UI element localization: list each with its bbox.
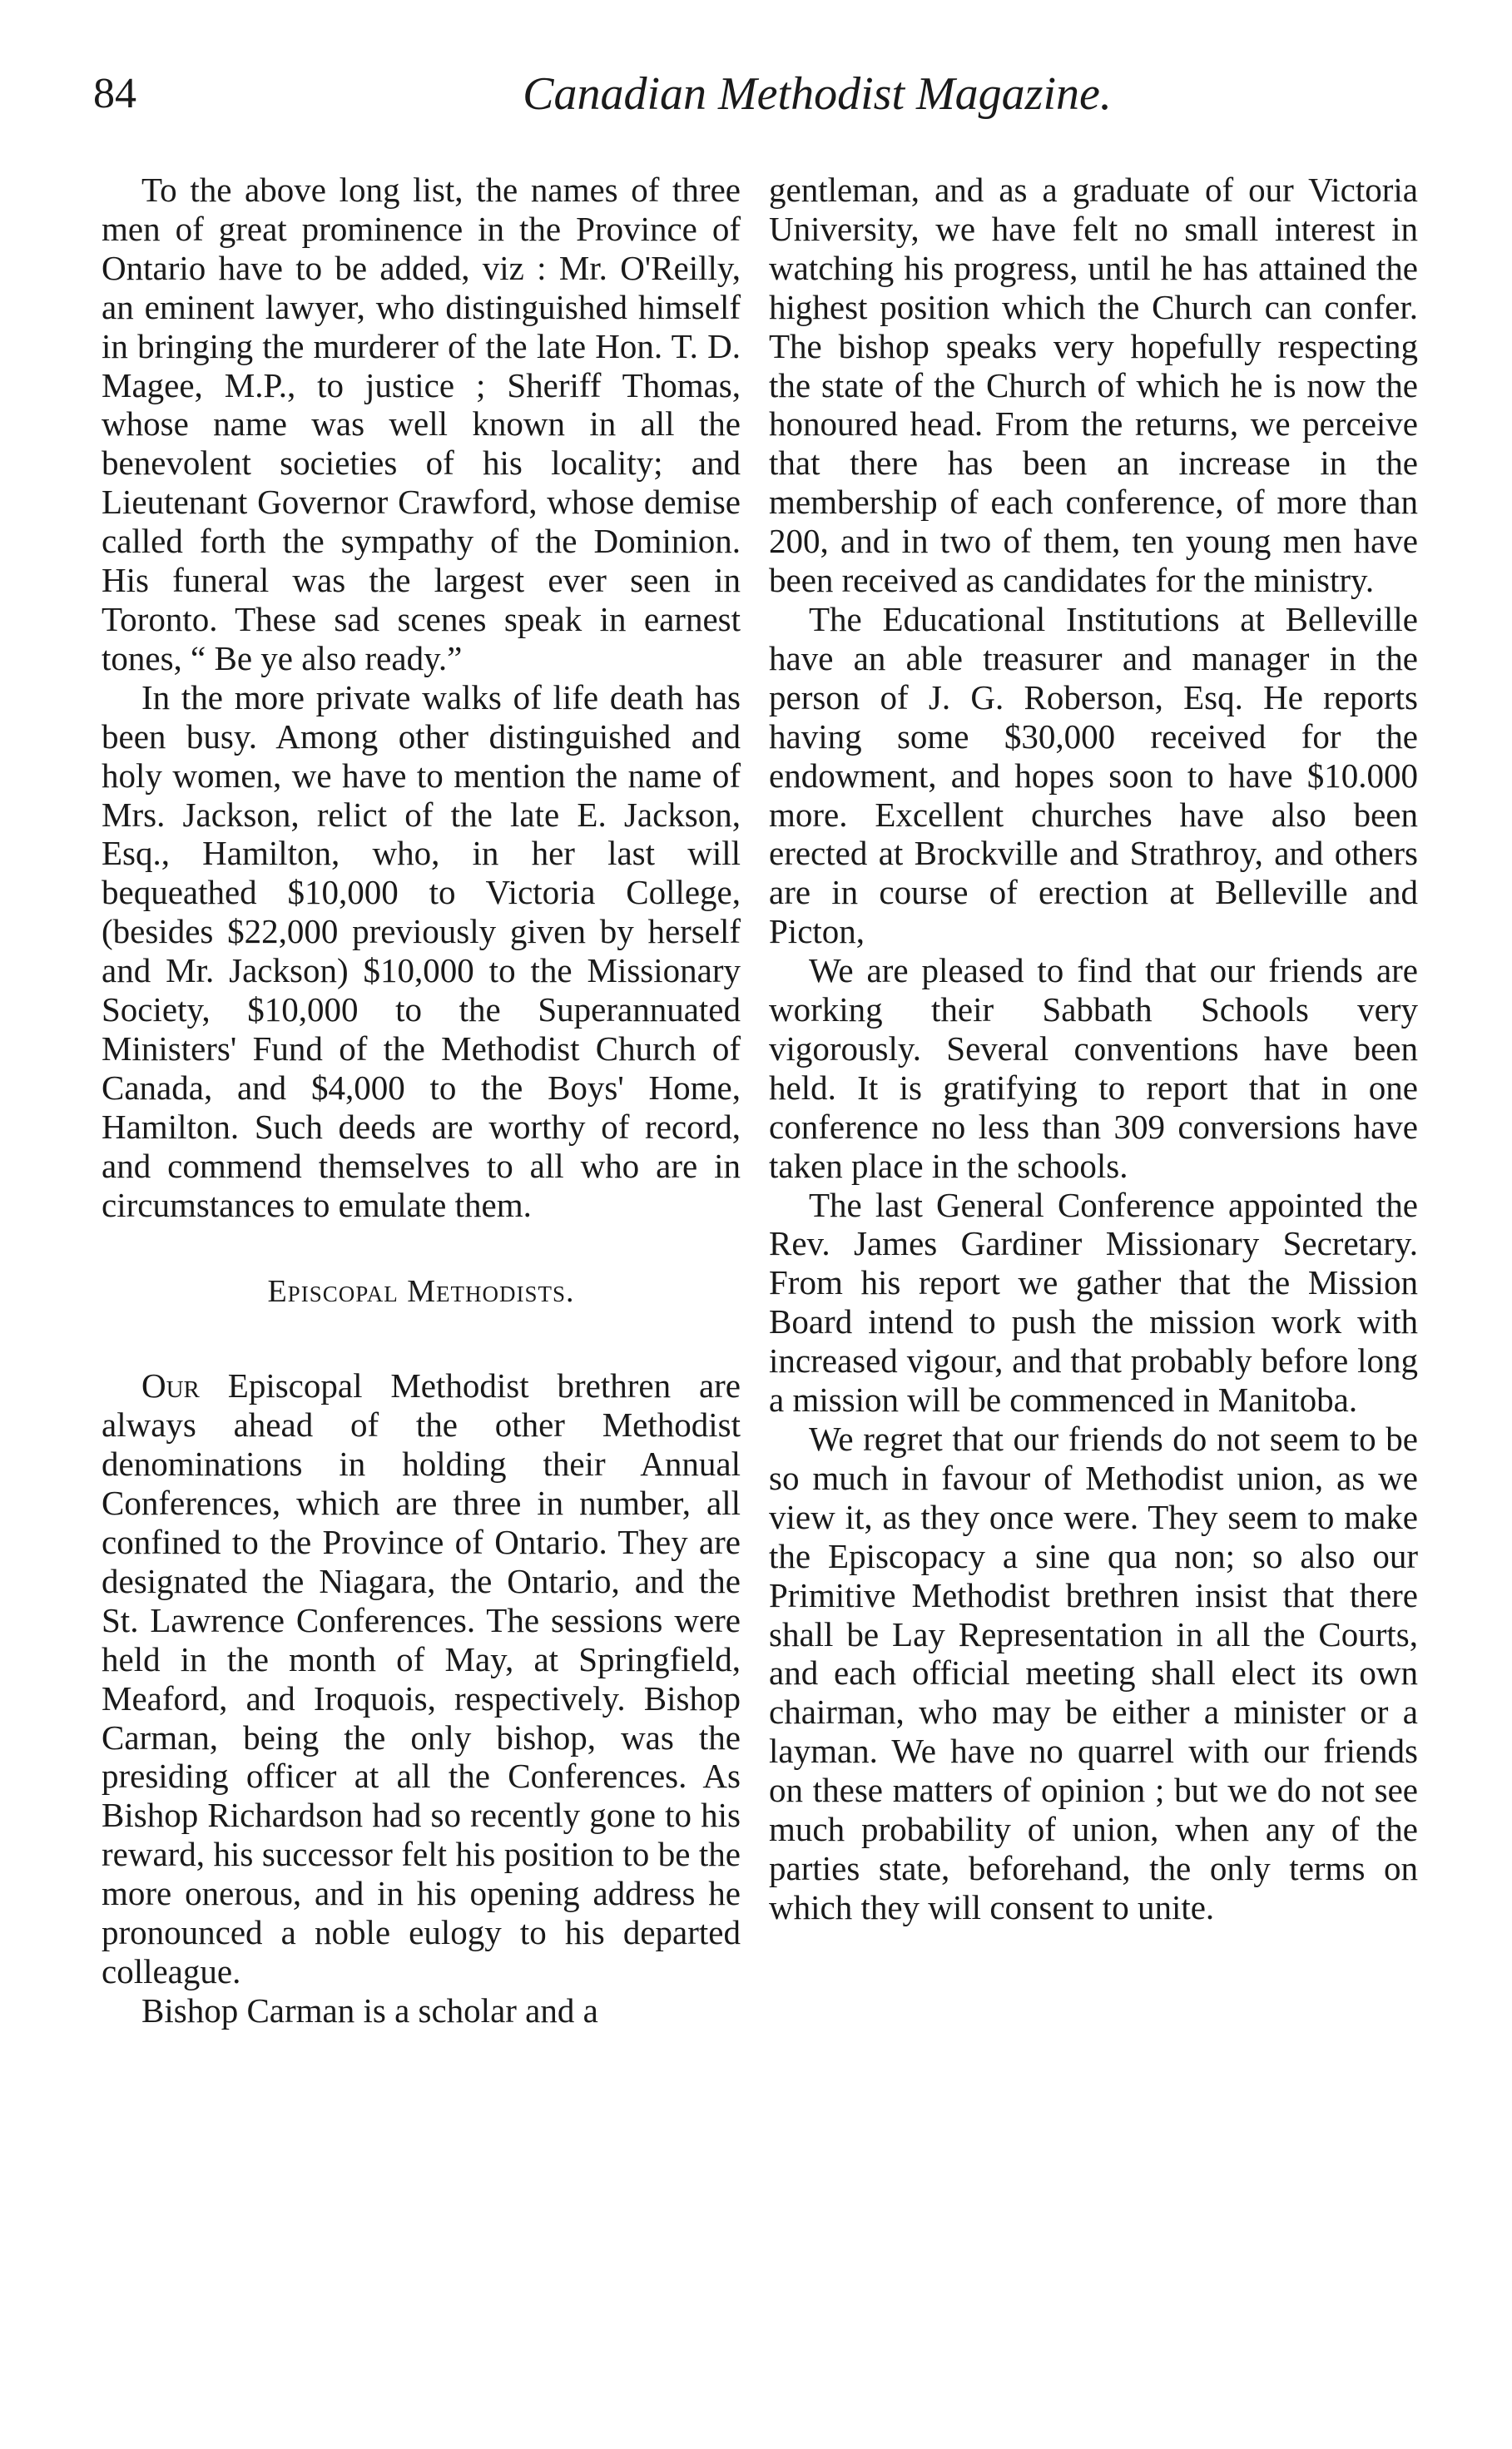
paragraph-bishop-carman: Bishop Carman is a scholar and a [141,1990,598,2030]
paragraph-private-walks: In the more private walks of life death has been busy. Among other distinguished and holy women, we have to mention the name of Mrs. Jackson, relict of the late E. Jackson, Esq., Hamilton, who, in her last will bequeathed $10,000 to Victoria College, (besides $22,000 previously given by herself and Mr. Jackson) $10,000 to the Missionary Society, $10,000 to the Superannuated Ministers' Fund of the Methodist Church of Canada, and $4,000 to the Boys' Home, Hamilton. Such deeds are worthy of record, and commend themselves to all who are in circumstances to emulate them. [102,677,741,1224]
running-title: Canadian Methodist Magazine. [523,68,1112,120]
section-heading-episcopal-methodists: Episcopal Methodists. [267,1274,575,1310]
paragraph-sabbath-schools: We are pleased to find that our friends are working their Sabbath Schools very vigorously. Several conventions have been held. It is gratifying to report that in one conference no less than 309 conversions have taken place in the schools. [769,951,1418,1185]
paragraph-episcopal-conferences [102,1366,741,1991]
page-number: 84 [93,70,136,117]
paragraph-general-conference: The last General Conference appointed the Rev. James Gardiner Missionary Secretary. From his report we gather that the Mission Board intend to push the mission work with increased vigour, and that probably before long a mission will be commenced in Manitoba. [769,1185,1418,1420]
paragraph-lead-word: Our [141,1366,200,1405]
paragraph-notable-deaths: To the above long list, the names of three men of great prominence in the Province of Ontario have to be added, viz : Mr. O'Reilly, an eminent lawyer, who distinguished himself in bringing the murderer of the late Hon. T. D. Magee, M.P., to justice ; Sheriff Thomas, whose name was well known in all the benevolent societies of his locality; and Lieutenant Governor Crawford, whose demise called forth the sympathy of the Dominion. His funeral was the largest ever seen in Toronto. These sad scenes speak in earnest tones, “ Be ye also ready.” [102,171,741,677]
page-header [93,65,1425,123]
left-column [102,171,741,2030]
paragraph-continuation-gentleman: gentleman, and as a graduate of our Victoria University, we have felt no small interest in watching his progress, until he has attained the highest position which the Church can confer. The bishop speaks very hopefully respecting the state of the Church of which he is now the honoured head. From the returns, we perceive that there has been an increase in the membership of each conference, of more than 200, and in two of them, ten young men have been received as candidates for the ministry. [769,171,1418,600]
paragraph-educational-institutions: The Educational Institutions at Belleville have an able treasurer and manager in the person of J. G. Roberson, Esq. He reports having some $30,000 received for the endowment, and hopes soon to have $10.000 more. Excellent churches have also been erected at Brockville and Strathroy, and others are in course of erection at Belleville and Picton, [769,599,1418,951]
paragraph-methodist-union: We regret that our friends do not seem to be so much in favour of Methodist union, as we view it, as they once were. They seem to make the Episcopacy a sine qua non; so also our Primitive Methodist brethren insist that there shall be Lay Representation in all the Courts, and each official meeting shall elect its own chairman, who may be either a minister or a layman. We have no quarrel with our friends on these matters of opinion ; but we do not see much probability of union, when any of the parties state, beforehand, the only terms on which they will consent to unite. [769,1420,1418,1926]
right-column [769,171,1418,1927]
paragraph-episcopal-conferences-text: Episcopal Methodist brethren are always ahead of the other Methodist denominations in holding their Annual Conferences, which are three in number, all confined to the Province of Ontario. They are designated the Niagara, the Ontario, and the St. Lawrence Conferences. The sessions were held in the month of May, at Springfield, Meaford, and Iroquois, respectively. Bishop Carman, being the only bishop, was the presiding officer at all the Conferences. As Bishop Richardson had so recently gone to his reward, his successor felt his position to be the more onerous, and in his opening address he pronounced a noble eulogy to his departed colleague. [102,1366,741,1990]
